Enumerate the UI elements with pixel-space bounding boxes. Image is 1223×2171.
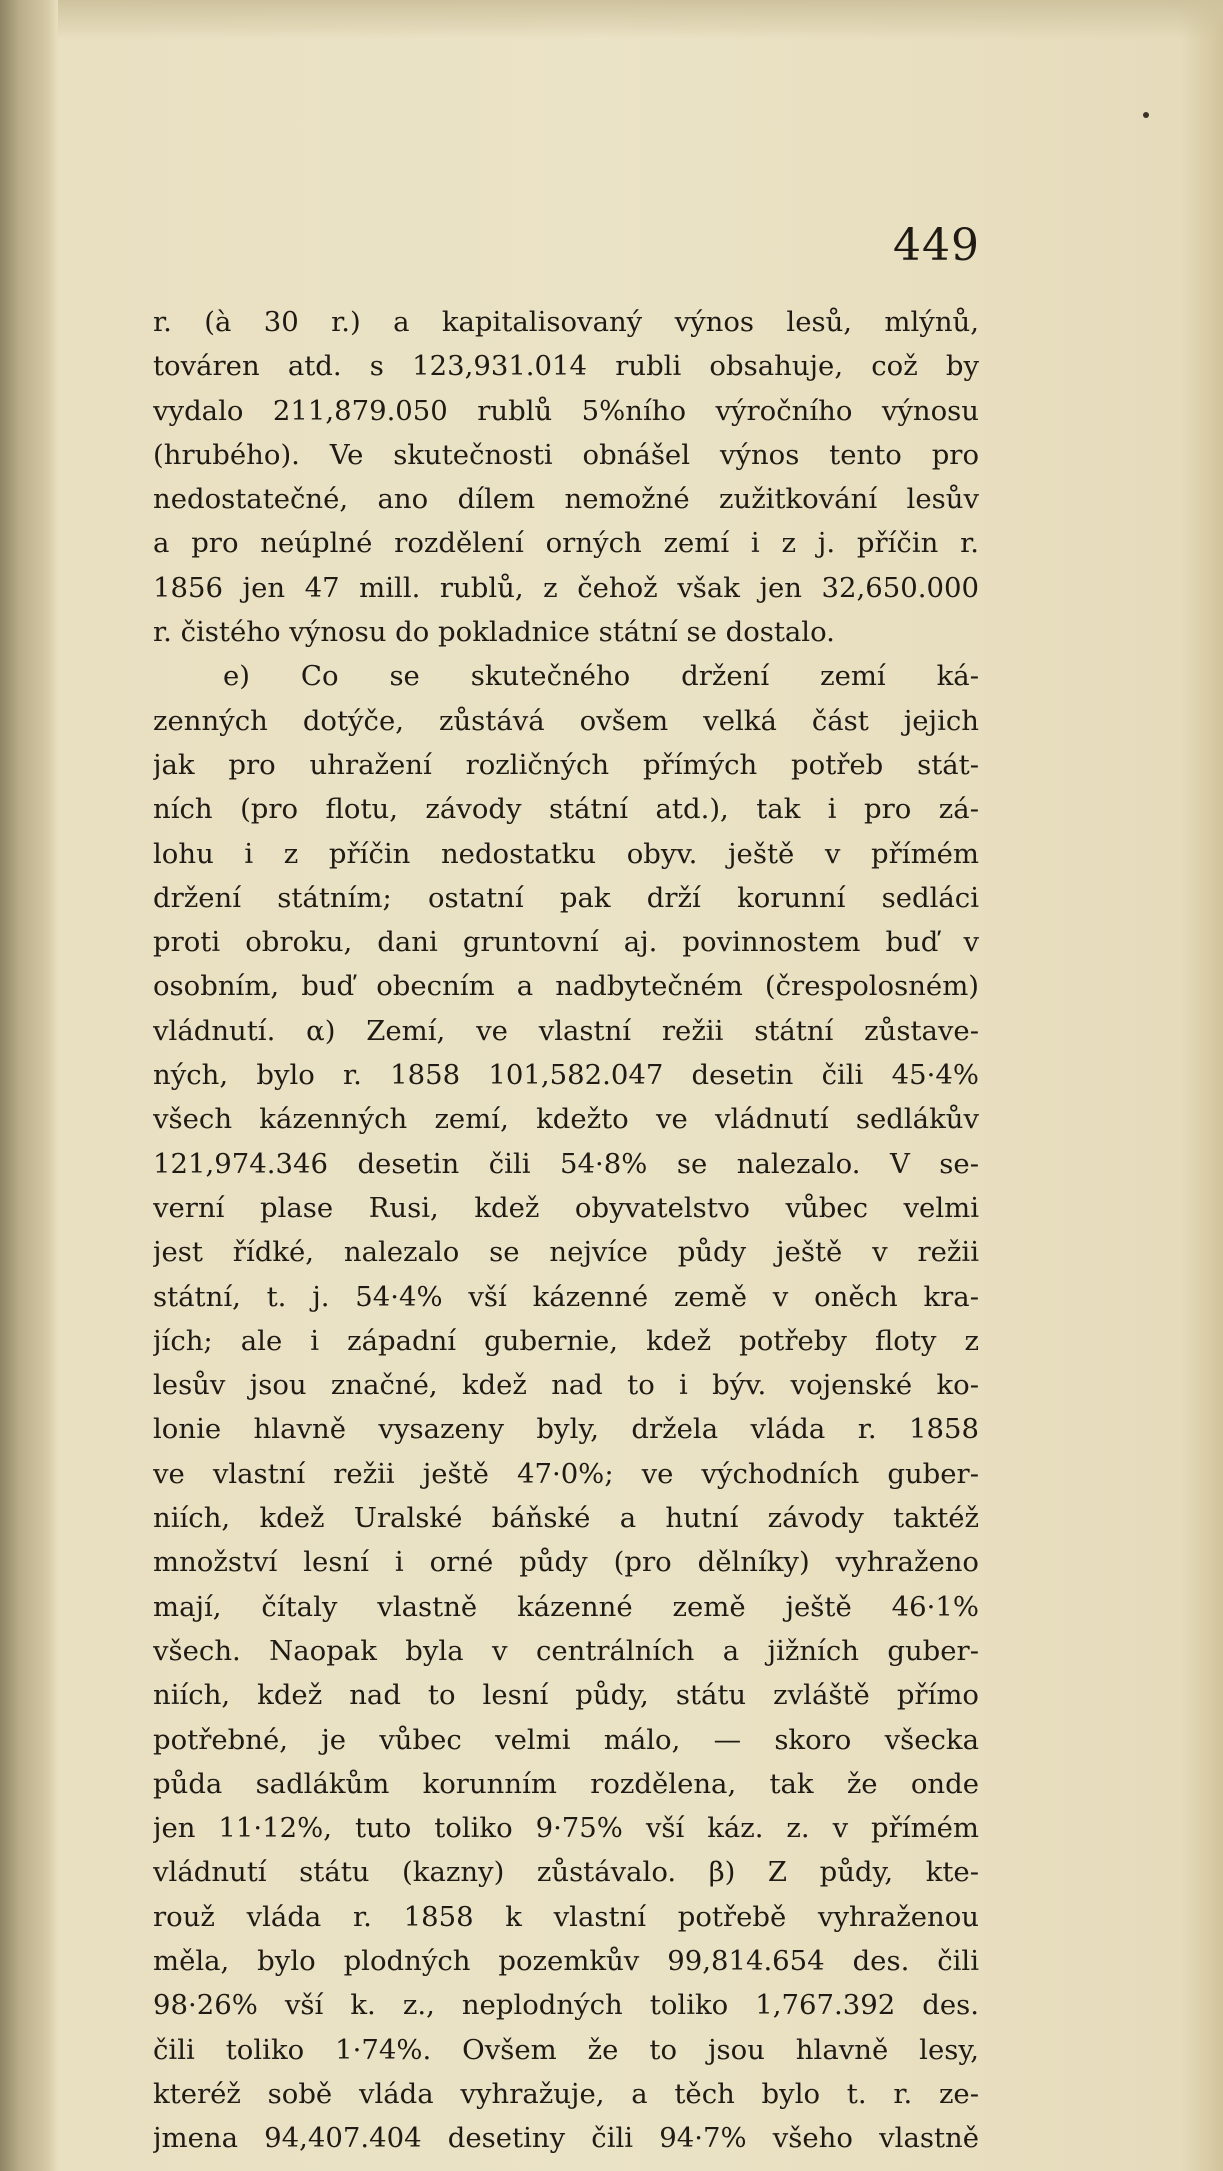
paragraph-start-line: e) Co se skutečného držení zemí ká- xyxy=(223,660,979,693)
text-line: 98·26% vší k. z., neplodných toliko 1,767.392 des. xyxy=(153,1989,979,2022)
text-line: 121,974.346 desetin čili 54·8% se nalezalo. V se- xyxy=(153,1147,979,1180)
text-line: 1856 jen 47 mill. rublů, z čehož však jen 32,650.000 xyxy=(153,571,979,604)
text-line: r. (à 30 r.) a kapitalisovaný výnos lesů, mlýnů, xyxy=(153,306,979,338)
text-line: držení státním; ostatní pak drží korunní sedláci xyxy=(153,881,979,914)
text-line: jak pro uhražení rozličných přímých potřeb stát- xyxy=(153,748,979,781)
page-number: 449 xyxy=(893,220,980,271)
text-line: a pro neúplné rozdělení orných zemí i z j. příčin r. xyxy=(153,527,979,560)
text-line: jích; ale i západní gubernie, kdež potřeby floty z xyxy=(153,1324,979,1357)
text-line: niích, kdež Uralské báňské a hutní závody taktéž xyxy=(153,1502,979,1535)
text-line: vládnutí státu (kazny) zůstávalo. β) Z půdy, kte- xyxy=(153,1856,979,1889)
text-line: čili toliko 1·74%. Ovšem že to jsou hlavně lesy, xyxy=(153,2033,979,2066)
text-line: r. čistého výnosu do pokladnice státní se dostalo. xyxy=(153,616,835,649)
text-line: mají, čítaly vlastně kázenné země ještě 46·1% xyxy=(153,1590,979,1623)
text-line: všech. Naopak byla v centrálních a jižních guber- xyxy=(153,1634,979,1667)
text-line: niích, kdež nad to lesní půdy, státu zvláště přímo xyxy=(153,1679,979,1712)
text-line: lohu i z příčin nedostatku obyv. ještě v přímém xyxy=(153,837,979,870)
text-line: množství lesní i orné půdy (pro dělníky) vyhraženo xyxy=(153,1546,979,1579)
text-line: lesův jsou značné, kdež nad to i býv. vojenské ko- xyxy=(153,1369,979,1402)
text-line: ních (pro flotu, závody státní atd.), tak i pro zá- xyxy=(153,793,979,826)
text-line: proti obroku, dani gruntovní aj. povinnostem buď v xyxy=(153,926,979,959)
text-line: lonie hlavně vysazeny byly, držela vláda r. 1858 xyxy=(153,1413,979,1446)
text-line: všech kázenných zemí, kdežto ve vládnutí sedlákův xyxy=(153,1103,979,1136)
text-line: (hrubého). Ve skutečnosti obnášel výnos tento pro xyxy=(153,438,979,471)
text-line: půda sadlákům korunním rozdělena, tak že onde xyxy=(153,1767,979,1800)
text-line: verní plase Rusi, kdež obyvatelstvo vůbec velmi xyxy=(153,1191,979,1224)
text-line: jmena 94,407.404 desetiny čili 94·7% všeho vlastně xyxy=(153,2122,979,2155)
text-line: státní, t. j. 54·4% vší kázenné země v oněch kra- xyxy=(153,1280,979,1313)
ink-speck xyxy=(1143,112,1149,118)
book-spine-shadow xyxy=(0,0,58,2171)
text-line: kteréž sobě vláda vyhražuje, a těch bylo t. r. ze- xyxy=(153,2077,979,2110)
text-line: nedostatečné, ano dílem nemožné zužitkování lesův xyxy=(153,483,979,516)
text-line: vládnutí. α) Zemí, ve vlastní režii státní zůstave- xyxy=(153,1014,979,1047)
text-line: jen 11·12%, tuto toliko 9·75% vší káz. z. v přímém xyxy=(153,1812,979,1845)
text-line: jest řídké, nalezalo se nejvíce půdy ještě v režii xyxy=(153,1236,979,1269)
text-line: rouž vláda r. 1858 k vlastní potřebě vyhraženou xyxy=(153,1900,979,1933)
text-line: vydalo 211,879.050 rublů 5%ního výročního výnosu xyxy=(153,394,979,427)
page-top-edge xyxy=(58,0,1223,40)
text-line: ve vlastní režii ještě 47·0%; ve východních guber- xyxy=(153,1457,979,1490)
text-line: osobním, buď obecním a nadbytečném (črespolosném) xyxy=(153,970,979,1003)
text-line: potřebné, je vůbec velmi málo, — skoro všecka xyxy=(153,1723,979,1756)
text-line: zenných dotýče, zůstává ovšem velká část jejich xyxy=(153,704,979,737)
body-text xyxy=(153,300,979,2160)
text-line: měla, bylo plodných pozemkův 99,814.654 des. čili xyxy=(153,1944,979,1977)
text-line: ných, bylo r. 1858 101,582.047 desetin čili 45·4% xyxy=(153,1059,979,1092)
text-line: továren atd. s 123,931.014 rubli obsahuje, což by xyxy=(153,350,979,383)
